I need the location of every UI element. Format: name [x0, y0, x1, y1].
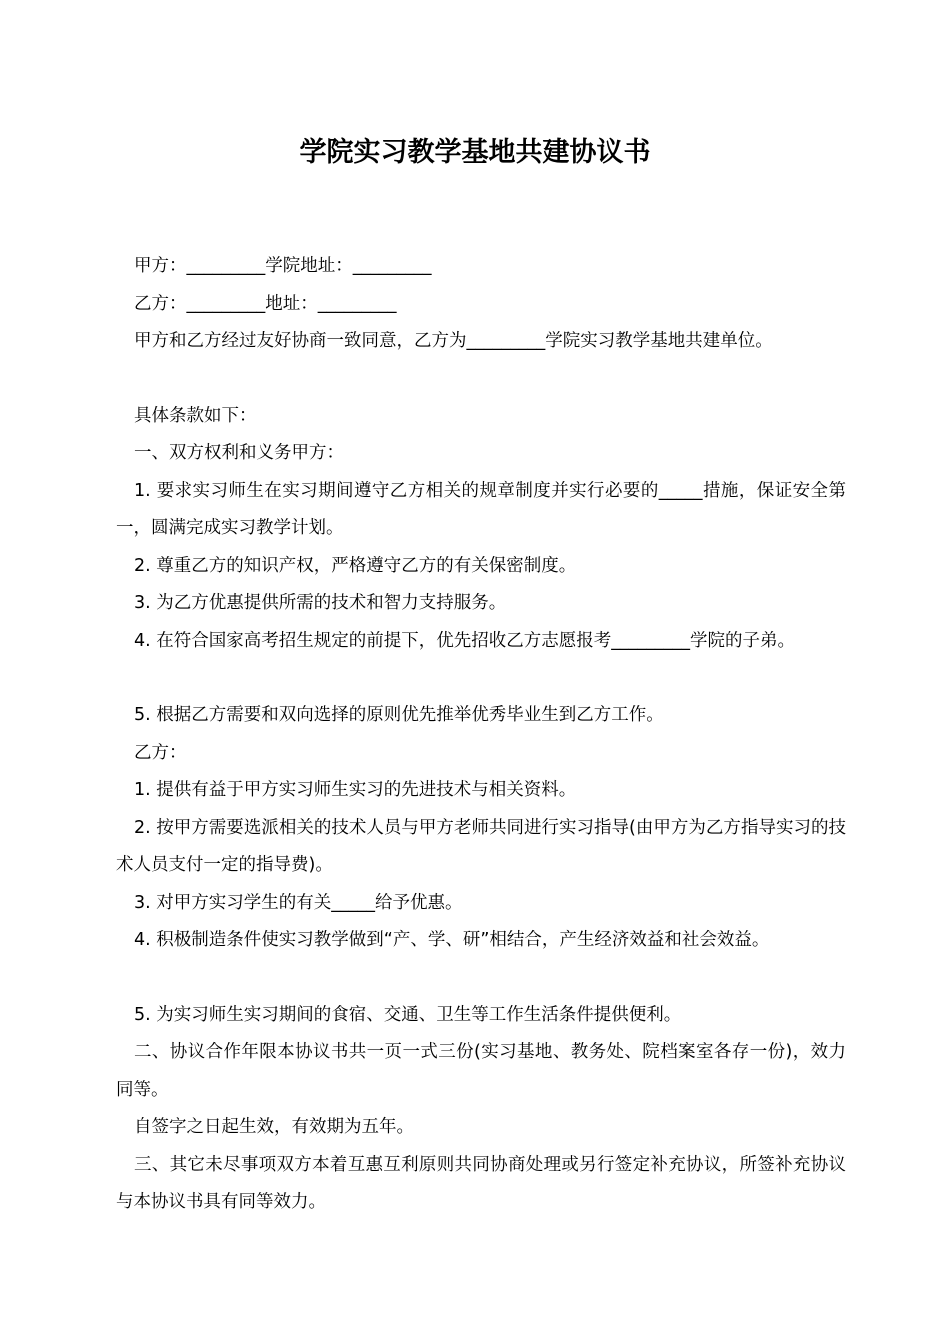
party-b-clause-2: 2. 按甲方需要选派相关的技术人员与甲方老师共同进行实习指导(由甲方为乙方指导实习的技术人员支付一定的指导费)。 [116, 817, 846, 875]
terms-heading: 具体条款如下： [134, 405, 257, 426]
party-a-clause-5: 5. 根据乙方需要和双向选择的原则优先推举优秀毕业生到乙方工作。 [134, 705, 664, 725]
party-a-clause-2: 2. 尊重乙方的知识产权，严格遵守乙方的有关保密制度。 [134, 555, 577, 576]
party-b-line: 乙方：_________地址：_________ [134, 293, 397, 314]
party-b-clause-3: 3. 对甲方实习学生的有关_____给予优惠。 [134, 892, 463, 913]
party-a-line: 甲方：_________学院地址：_________ [134, 256, 432, 276]
document-title: 学院实习教学基地共建协议书 [299, 137, 651, 168]
party-a-clause-1: 1. 要求实习师生在实习期间遵守乙方相关的规章制度并实行必要的_____措施，保证安全第一，圆满完成实习教学计划。 [116, 480, 846, 538]
document-body [116, 248, 846, 1222]
party-a-clause-4: 4. 在符合国家高考招生规定的前提下，优先招收乙方志愿报考_________学院的子弟。 [134, 630, 796, 651]
effective-date-line: 自签字之日起生效，有效期为五年。 [134, 1117, 414, 1137]
section-two-term: 二、协议合作年限本协议书共一页一式三份(实习基地、教务处、院档案室各存一份)，效力同等。 [116, 1042, 846, 1100]
party-a-clause-3: 3. 为乙方优惠提供所需的技术和智力支持服务。 [134, 593, 507, 613]
party-b-clause-5: 5. 为实习师生实习期间的食宿、交通、卫生等工作生活条件提供便利。 [134, 1004, 682, 1025]
agreement-intro: 甲方和乙方经过友好协商一致同意，乙方为_________学院实习教学基地共建单位。 [134, 331, 773, 351]
party-b-clause-1: 1. 提供有益于甲方实习师生实习的先进技术与相关资料。 [134, 780, 577, 800]
party-b-heading: 乙方： [134, 742, 187, 763]
paragraph-gap [116, 960, 846, 997]
paragraph-gap [116, 361, 846, 398]
section-one-heading: 一、双方权利和义务甲方： [134, 443, 344, 463]
party-b-clause-4: 4. 积极制造条件使实习教学做到“产、学、研”相结合，产生经济效益和社会效益。 [134, 930, 770, 950]
section-three-other: 三、其它未尽事项双方本着互惠互利原则共同协商处理或另行签定补充协议，所签补充协议与本协议书具有同等效力。 [116, 1154, 846, 1212]
paragraph-gap [116, 660, 846, 697]
